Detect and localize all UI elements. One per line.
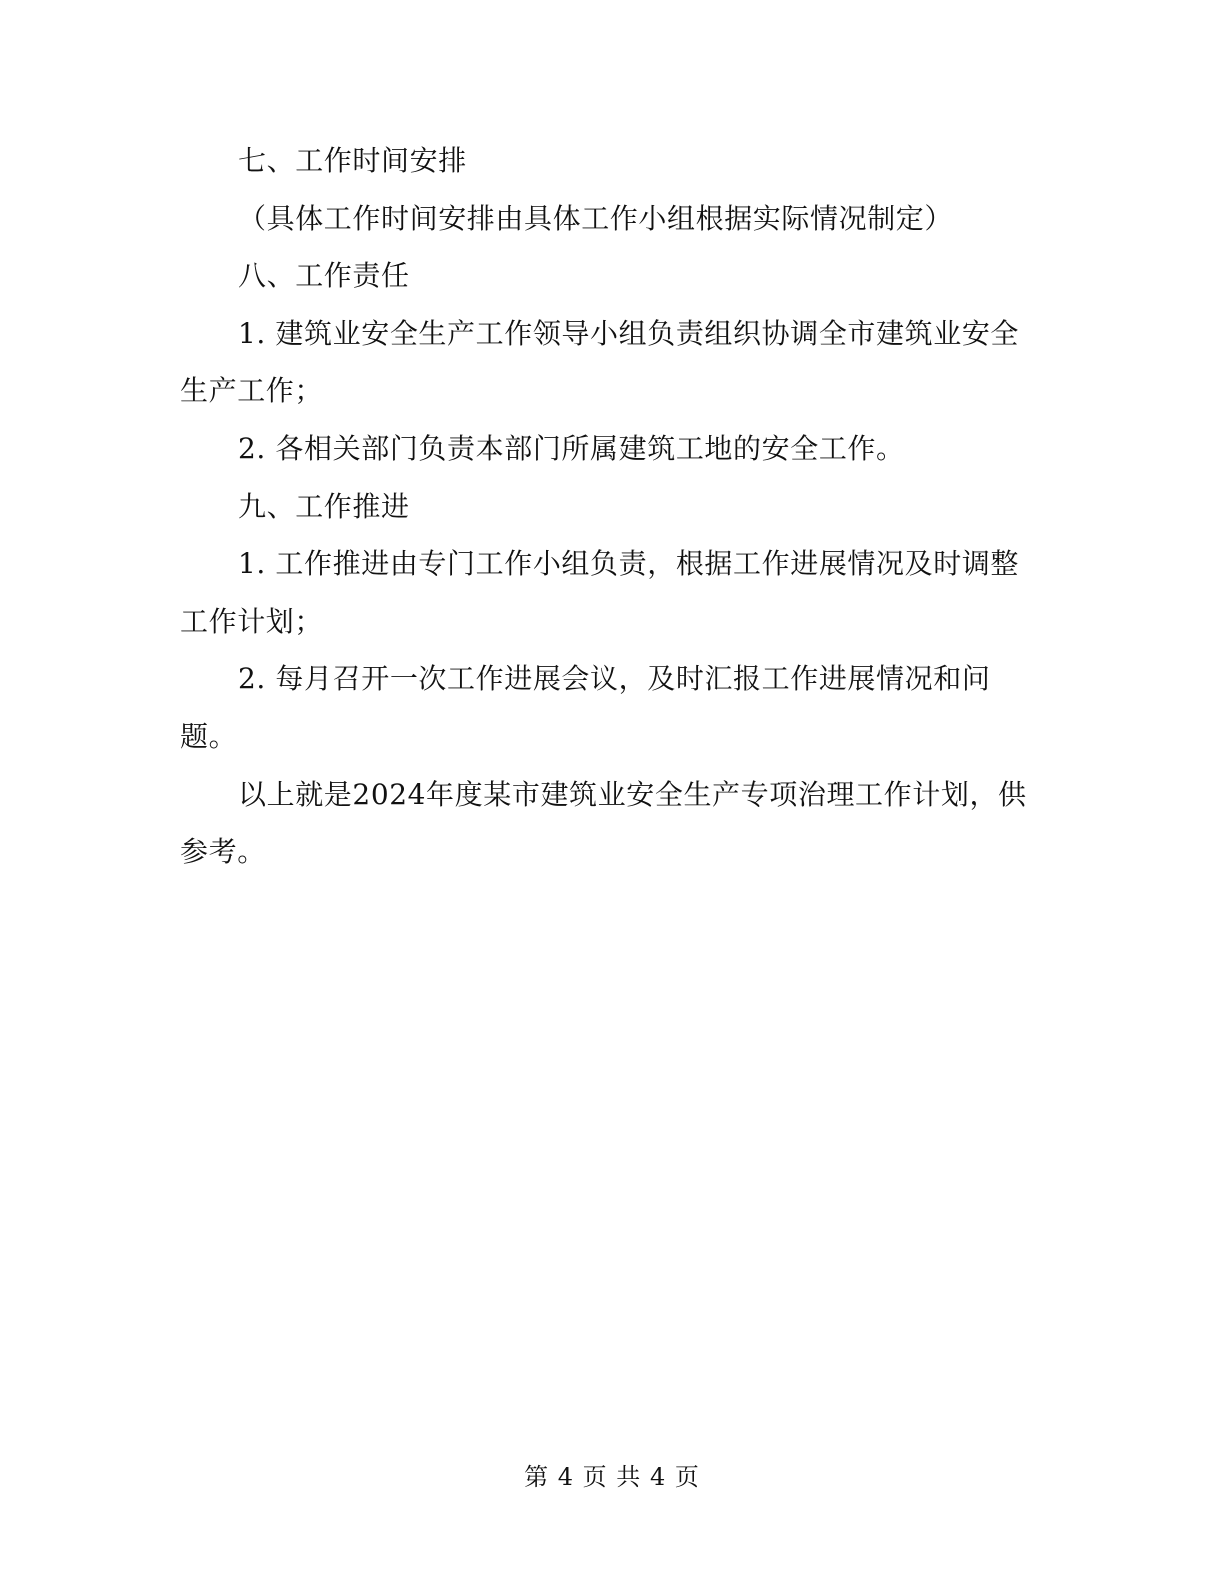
closing-paragraph: 以上就是2024年度某市建筑业安全生产专项治理工作计划，供参考。 (180, 777, 1027, 869)
responsibility-item-2: 2. 各相关部门负责本部门所属建筑工地的安全工作。 (238, 431, 905, 465)
section-heading-responsibility: 八、工作责任 (238, 259, 410, 293)
section-heading-progress: 九、工作推进 (238, 489, 410, 523)
section-heading-schedule: 七、工作时间安排 (238, 144, 467, 177)
responsibility-item-1: 1. 建筑业安全生产工作领导小组负责组织协调全市建筑业安全生产工作； (180, 316, 1020, 408)
page-number-footer: 第 4 页 共 4 页 (524, 1463, 700, 1491)
progress-item-2: 2. 每月召开一次工作进展会议，及时汇报工作进展情况和问题。 (180, 662, 991, 753)
progress-item-1: 1. 工作推进由专门工作小组负责，根据工作进展情况及时调整工作计划； (180, 547, 1020, 638)
schedule-note: （具体工作时间安排由具体工作小组根据实际情况制定） (238, 201, 954, 235)
document-body (180, 132, 1040, 881)
